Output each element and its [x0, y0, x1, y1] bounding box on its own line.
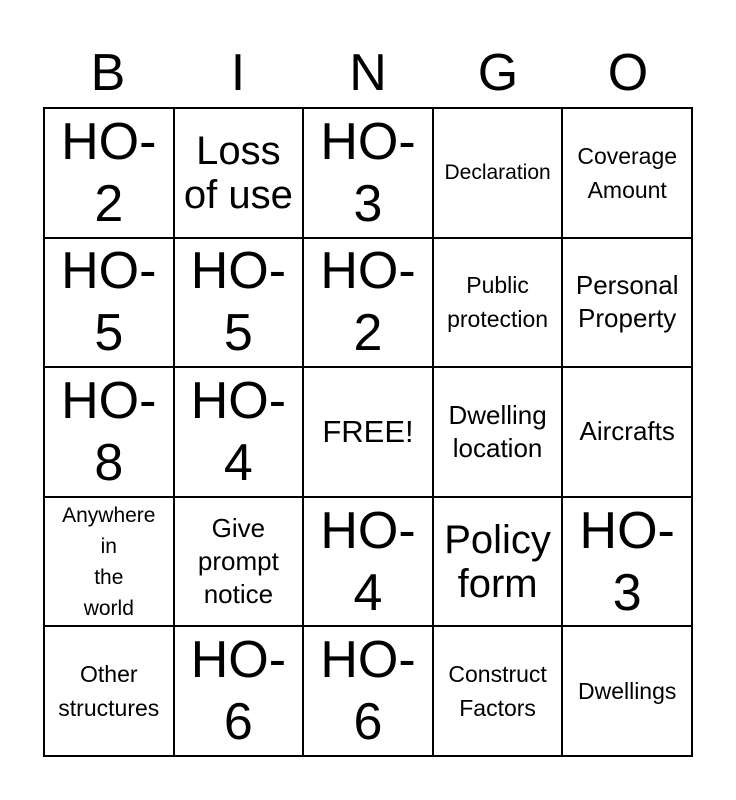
bingo-cell[interactable]: [44, 626, 174, 756]
bingo-cell[interactable]: [174, 626, 304, 756]
bingo-header: [43, 42, 693, 104]
header-letter-i: I: [230, 44, 246, 102]
bingo-cell[interactable]: [433, 497, 563, 627]
cell-text: HO- 4: [320, 501, 416, 622]
bingo-cell[interactable]: [562, 367, 692, 497]
header-letter-g: G: [477, 44, 519, 102]
bingo-cell[interactable]: [174, 108, 304, 238]
header-letter-b: B: [90, 44, 126, 102]
header-letter-n: N: [349, 44, 387, 102]
bingo-card-grid: [43, 107, 693, 757]
cell-text: Give prompt notice: [197, 513, 279, 610]
bingo-cell[interactable]: [433, 626, 563, 756]
bingo-cell[interactable]: [562, 108, 692, 238]
free-space[interactable]: [303, 367, 433, 497]
bingo-cell[interactable]: [174, 367, 304, 497]
cell-text: HO- 6: [190, 631, 287, 752]
cell-text: HO- 8: [61, 372, 157, 492]
cell-text: HO- 2: [61, 112, 157, 233]
cell-text: HO- 3: [320, 112, 416, 233]
cell-text: HO- 3: [579, 501, 675, 622]
bingo-cell[interactable]: [433, 367, 563, 497]
bingo-cell[interactable]: [433, 108, 563, 238]
cell-text: HO- 4: [190, 372, 287, 492]
bingo-cell[interactable]: [562, 626, 692, 756]
cell-text: FREE!: [322, 413, 414, 449]
cell-text: Aircrafts: [579, 416, 675, 447]
bingo-cell[interactable]: [44, 367, 174, 497]
cell-text: Construct Factors: [448, 661, 547, 722]
bingo-cell[interactable]: [303, 108, 433, 238]
cell-text: Loss of use: [183, 128, 293, 217]
cell-text: Other structures: [58, 661, 160, 722]
cell-text: Dwellings: [577, 678, 677, 705]
cell-text: Policy form: [444, 517, 551, 606]
cell-text: HO- 5: [61, 242, 157, 363]
bingo-cell[interactable]: [44, 238, 174, 368]
cell-text: Declaration: [444, 161, 551, 185]
cell-text: Public protection: [447, 272, 549, 333]
bingo-cell[interactable]: [562, 238, 692, 368]
bingo-cell[interactable]: [303, 626, 433, 756]
cell-text: HO- 6: [320, 631, 416, 752]
cell-text: Personal Property: [575, 270, 679, 334]
bingo-cell[interactable]: [303, 497, 433, 627]
bingo-cell[interactable]: [174, 497, 304, 627]
cell-text: Anywhere in the world: [62, 503, 156, 620]
cell-text: HO- 5: [190, 242, 287, 363]
bingo-cell[interactable]: [44, 497, 174, 627]
bingo-cell[interactable]: [174, 238, 304, 368]
header-letter-o: O: [607, 44, 649, 102]
bingo-cell[interactable]: [562, 497, 692, 627]
bingo-cell[interactable]: [303, 238, 433, 368]
bingo-cell[interactable]: [433, 238, 563, 368]
cell-text: Dwelling location: [448, 399, 547, 463]
cell-text: HO- 2: [320, 242, 416, 363]
bingo-cell[interactable]: [44, 108, 174, 238]
cell-text: Coverage Amount: [577, 142, 678, 203]
